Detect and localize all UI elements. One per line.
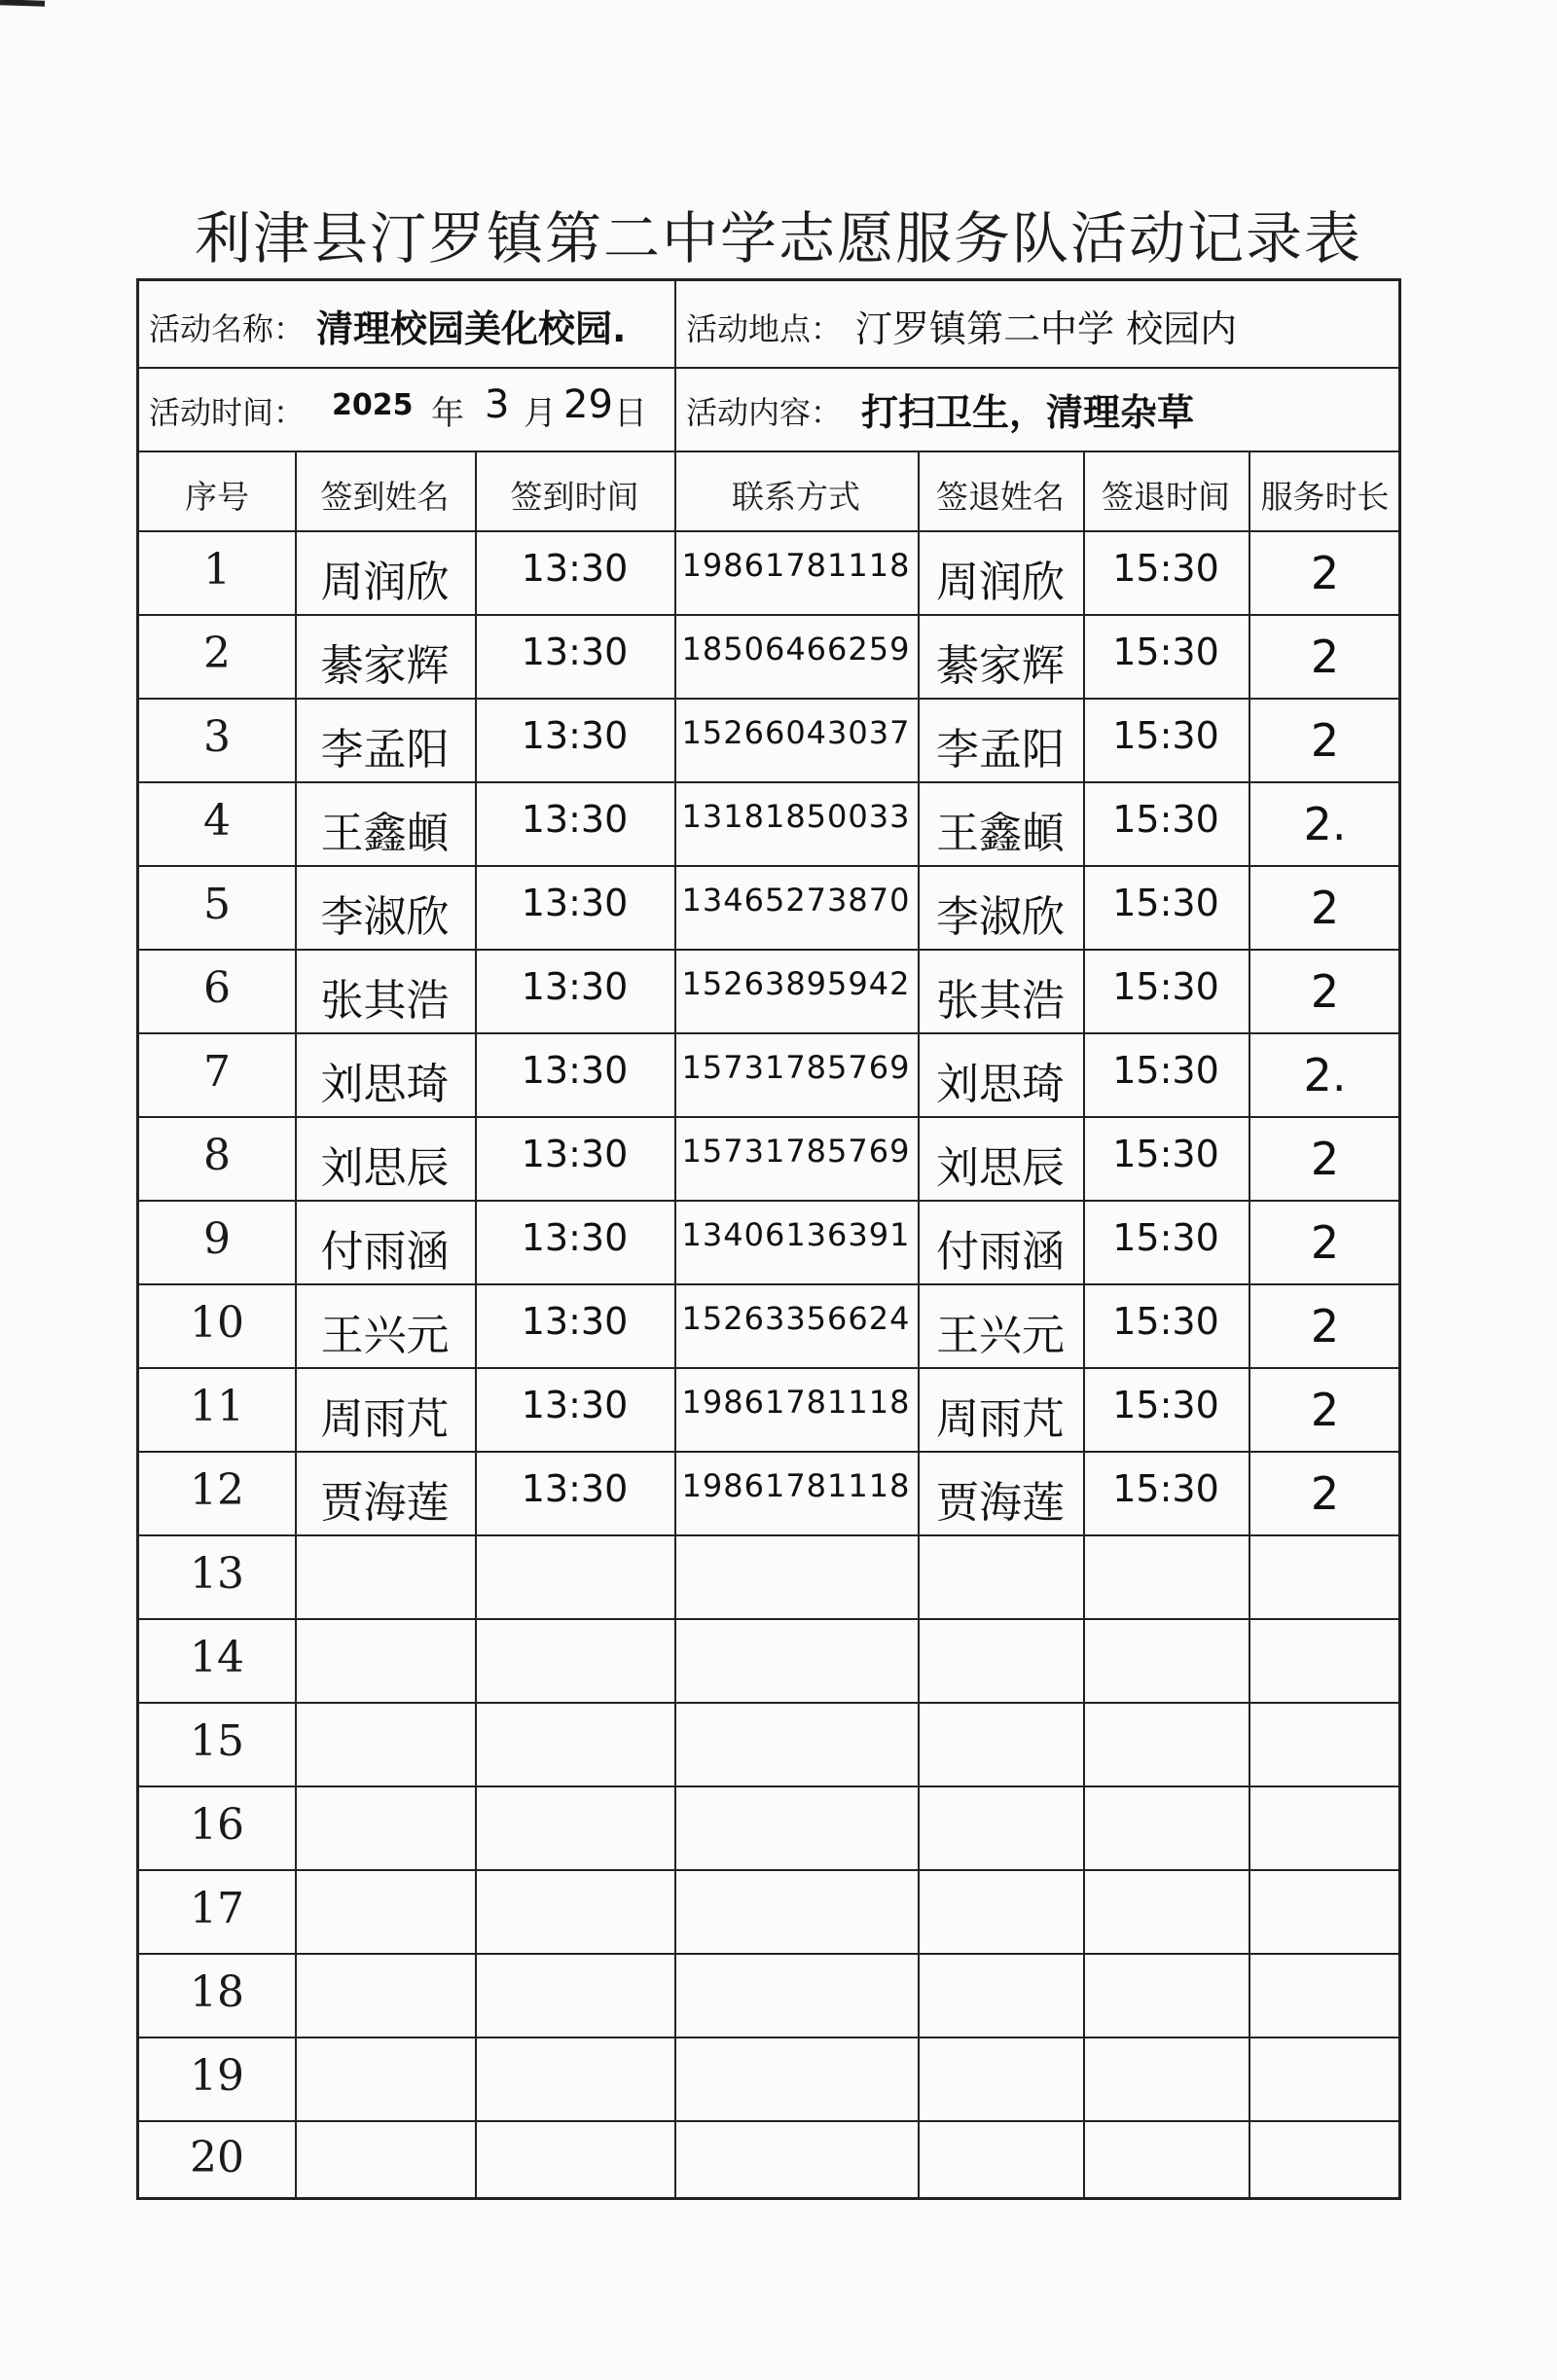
- contact-phone: 13406136391: [681, 1216, 911, 1253]
- signout-name: 李孟阳: [936, 725, 1065, 775]
- signin-time: 13:30: [521, 798, 629, 841]
- row-divider: [139, 1200, 1398, 1202]
- service-hours: 2: [1310, 1300, 1340, 1352]
- row-number: 2: [203, 629, 231, 678]
- row-number: 6: [203, 963, 231, 1013]
- column-header: 签到姓名: [320, 478, 450, 516]
- signout-name: 王兴元: [936, 1311, 1065, 1360]
- activity-place-value: 汀罗镇第二中学 校园内: [855, 307, 1238, 350]
- column-header: 服务时长: [1260, 478, 1390, 516]
- divider: [139, 451, 1398, 452]
- row-number: 9: [203, 1214, 231, 1264]
- signin-name: 刘思琦: [320, 1060, 450, 1109]
- service-hours: 2: [1310, 882, 1340, 934]
- divider: [674, 281, 676, 451]
- signout-time: 15:30: [1112, 1216, 1219, 1259]
- service-hours: 2: [1310, 965, 1340, 1018]
- signin-name: 周润欣: [320, 558, 450, 607]
- signin-time: 13:30: [521, 965, 629, 1008]
- signout-name: 李淑欣: [936, 892, 1065, 942]
- activity-name-label: 活动名称：: [149, 310, 306, 347]
- signin-time: 13:30: [521, 1133, 629, 1175]
- signout-name: 刘思辰: [936, 1143, 1065, 1193]
- row-divider: [139, 2037, 1398, 2038]
- row-number: 5: [203, 880, 231, 929]
- signout-time: 15:30: [1112, 1384, 1219, 1426]
- signin-name: 贾海莲: [320, 1478, 450, 1528]
- row-divider: [139, 781, 1398, 783]
- row-divider: [139, 1953, 1398, 1955]
- signout-time: 15:30: [1112, 882, 1219, 924]
- signout-name: 贾海莲: [936, 1478, 1065, 1528]
- row-number: 14: [190, 1633, 244, 1682]
- contact-phone: 19861781118: [681, 1467, 911, 1504]
- row-number: 4: [203, 796, 231, 846]
- contact-phone: 18506466259: [681, 631, 911, 667]
- signout-time: 15:30: [1112, 547, 1219, 590]
- service-hours: 2: [1310, 1216, 1340, 1269]
- signout-time: 15:30: [1112, 1133, 1219, 1175]
- day-char: 日: [614, 394, 647, 433]
- signin-name: 张其浩: [320, 976, 450, 1026]
- contact-phone: 15731785769: [681, 1133, 911, 1170]
- column-header: 联系方式: [732, 478, 860, 516]
- signin-time: 13:30: [521, 631, 629, 673]
- signin-time: 13:30: [521, 882, 629, 924]
- signout-time: 15:30: [1112, 1467, 1219, 1510]
- signin-time: 13:30: [521, 1300, 629, 1343]
- row-divider: [139, 1032, 1398, 1034]
- signin-name: 李淑欣: [320, 892, 450, 942]
- row-number: 7: [203, 1047, 231, 1097]
- activity-content-value: 打扫卫生，清理杂草: [861, 391, 1195, 434]
- activity-year: 2025: [332, 388, 414, 422]
- row-divider: [139, 1283, 1398, 1285]
- signin-time: 13:30: [521, 1384, 629, 1426]
- service-hours: 2: [1310, 547, 1340, 599]
- signout-time: 15:30: [1112, 631, 1219, 673]
- row-divider: [139, 614, 1398, 616]
- contact-phone: 13465273870: [681, 882, 911, 919]
- signout-name: 周雨芃: [936, 1394, 1065, 1444]
- row-number: 1: [203, 545, 231, 595]
- service-hours: 2: [1310, 1467, 1340, 1520]
- service-hours: 2: [1310, 714, 1340, 767]
- signin-time: 13:30: [521, 1049, 629, 1092]
- signout-name: 王鑫頔: [936, 809, 1065, 858]
- row-number: 19: [190, 2051, 244, 2101]
- divider: [139, 367, 1398, 369]
- activity-month: 3: [485, 382, 510, 427]
- row-divider: [139, 1702, 1398, 1704]
- signin-time: 13:30: [521, 547, 629, 590]
- contact-phone: 13181850033: [681, 798, 911, 835]
- signin-name: 刘思辰: [320, 1143, 450, 1193]
- column-header: 签到时间: [510, 478, 639, 516]
- service-hours: 2.: [1303, 1049, 1347, 1101]
- signin-name: 王兴元: [320, 1311, 450, 1360]
- divider: [139, 530, 1398, 532]
- scan-corner-mark: [0, 0, 45, 7]
- contact-phone: 19861781118: [681, 1384, 911, 1421]
- month-char: 月: [524, 394, 557, 433]
- row-number: 3: [203, 712, 231, 762]
- year-char: 年: [431, 394, 464, 433]
- row-number: 20: [190, 2133, 244, 2182]
- activity-content-label: 活动内容：: [686, 394, 843, 431]
- row-divider: [139, 1367, 1398, 1369]
- signin-time: 13:30: [521, 714, 629, 757]
- service-hours: 2.: [1303, 798, 1347, 850]
- row-divider: [139, 1534, 1398, 1536]
- activity-place-label: 活动地点：: [686, 310, 843, 347]
- signout-name: 周润欣: [936, 558, 1065, 607]
- contact-phone: 15731785769: [681, 1049, 911, 1086]
- signout-name: 刘思琦: [936, 1060, 1065, 1109]
- service-hours: 2: [1310, 1384, 1340, 1436]
- row-number: 10: [190, 1298, 244, 1348]
- row-number: 13: [190, 1549, 244, 1599]
- signin-time: 13:30: [521, 1467, 629, 1510]
- row-divider: [139, 1869, 1398, 1871]
- contact-phone: 15266043037: [681, 714, 911, 751]
- row-divider: [139, 1785, 1398, 1787]
- signout-name: 付雨涵: [936, 1227, 1065, 1277]
- signin-name: 付雨涵: [320, 1227, 450, 1277]
- row-divider: [139, 865, 1398, 867]
- signin-name: 綦家辉: [320, 641, 450, 691]
- row-divider: [139, 1116, 1398, 1118]
- column-header: 序号: [185, 478, 249, 516]
- row-number: 8: [203, 1131, 231, 1180]
- signout-time: 15:30: [1112, 1300, 1219, 1343]
- column-header: 签退时间: [1102, 478, 1230, 516]
- contact-phone: 15263895942: [681, 965, 911, 1002]
- signout-name: 綦家辉: [936, 641, 1065, 691]
- signin-name: 周雨芃: [320, 1394, 450, 1444]
- activity-day: 29: [563, 382, 613, 427]
- row-number: 17: [190, 1884, 244, 1933]
- row-divider: [139, 2120, 1398, 2122]
- service-hours: 2: [1310, 1133, 1340, 1185]
- record-table: [136, 278, 1401, 2200]
- contact-phone: 19861781118: [681, 547, 911, 584]
- page-title: 利津县汀罗镇第二中学志愿服务队活动记录表: [194, 205, 1362, 271]
- service-hours: 2: [1310, 631, 1340, 683]
- signin-time: 13:30: [521, 1216, 629, 1259]
- contact-phone: 15263356624: [681, 1300, 911, 1337]
- activity-time-label: 活动时间：: [149, 394, 306, 431]
- signin-name: 李孟阳: [320, 725, 450, 775]
- signin-name: 王鑫頔: [320, 809, 450, 858]
- row-number: 18: [190, 1967, 244, 2017]
- signout-time: 15:30: [1112, 965, 1219, 1008]
- row-number: 12: [190, 1465, 244, 1515]
- row-divider: [139, 1618, 1398, 1620]
- column-header: 签退姓名: [936, 478, 1065, 516]
- row-divider: [139, 698, 1398, 700]
- signout-time: 15:30: [1112, 1049, 1219, 1092]
- row-divider: [139, 949, 1398, 951]
- row-number: 15: [190, 1716, 244, 1766]
- row-number: 11: [190, 1382, 244, 1431]
- activity-name-value: 清理校园美化校园.: [316, 307, 627, 350]
- row-number: 16: [190, 1800, 244, 1850]
- row-divider: [139, 1451, 1398, 1453]
- signout-name: 张其浩: [936, 976, 1065, 1026]
- signout-time: 15:30: [1112, 798, 1219, 841]
- signout-time: 15:30: [1112, 714, 1219, 757]
